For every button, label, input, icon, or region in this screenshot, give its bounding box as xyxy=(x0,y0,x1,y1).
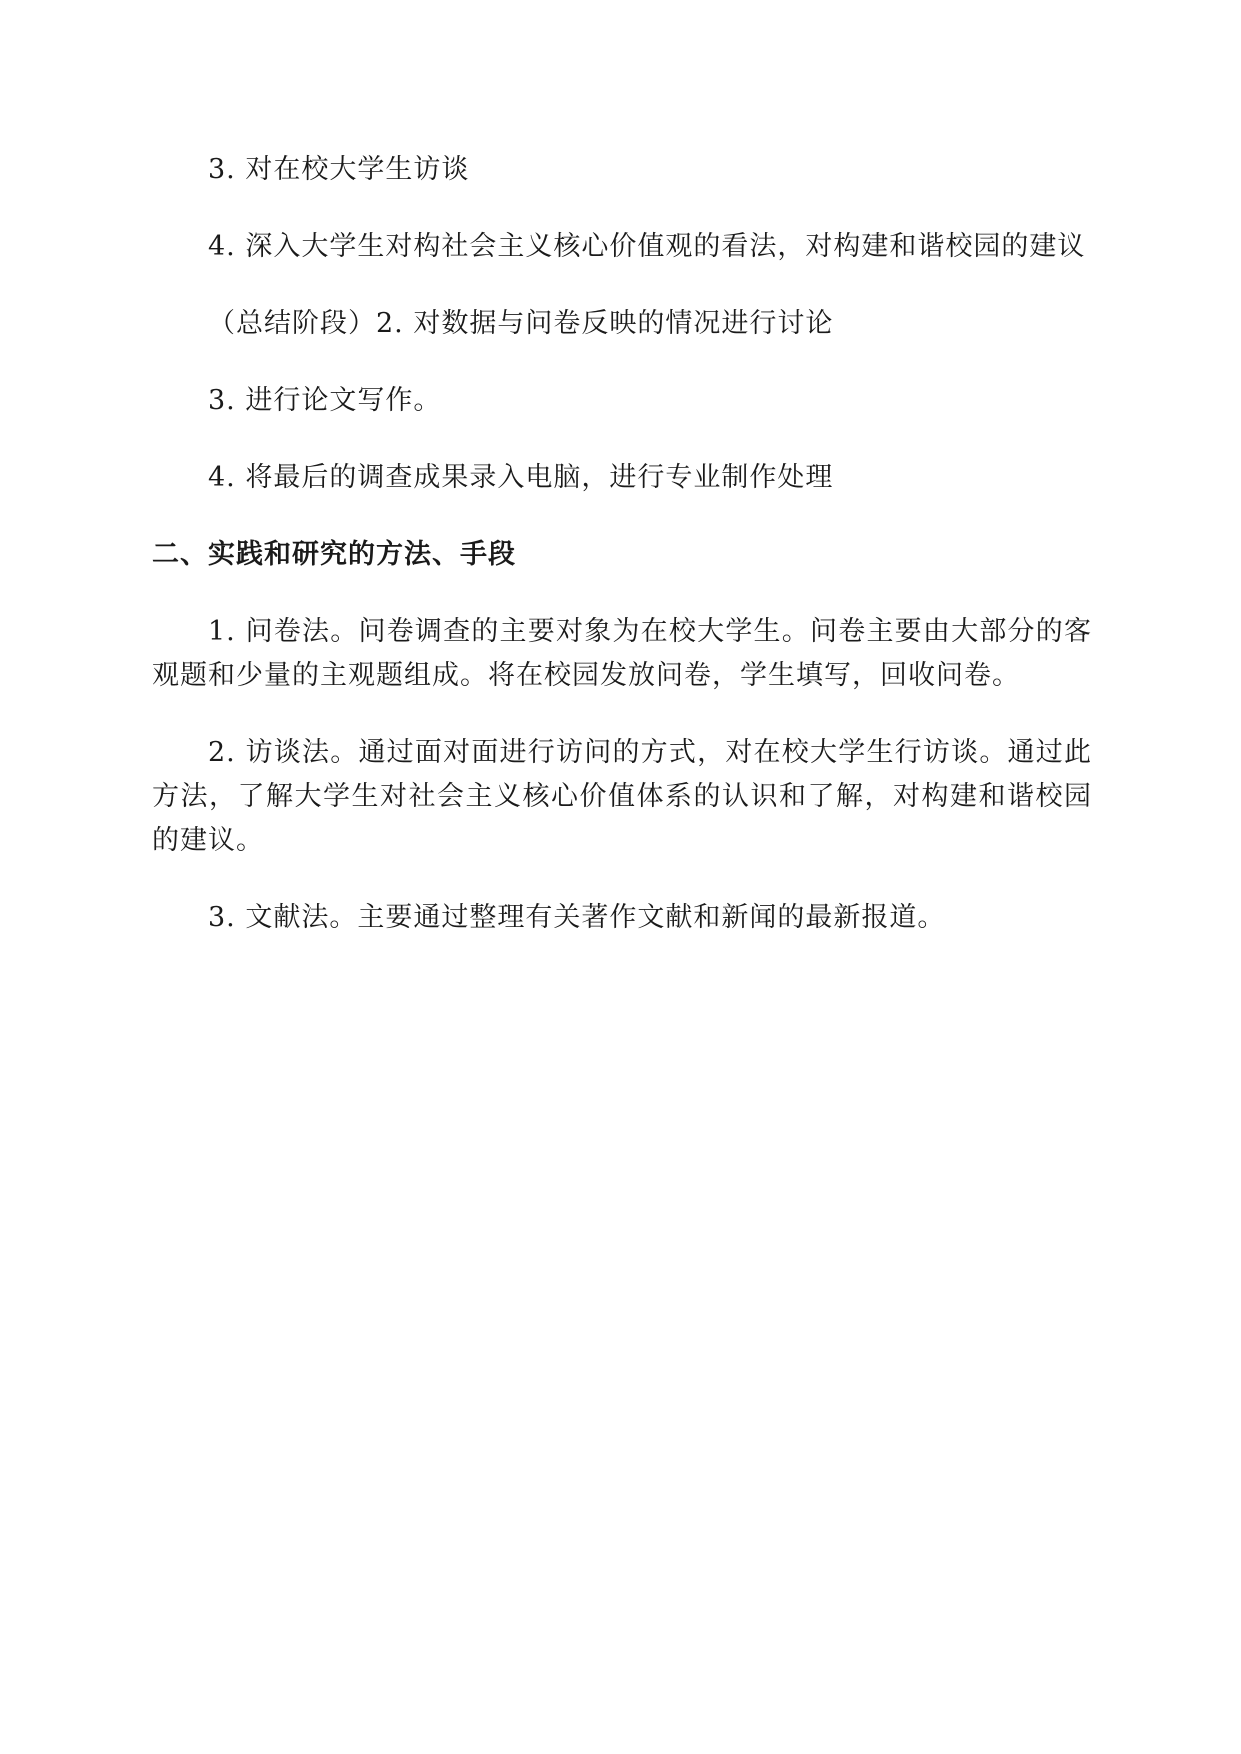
paragraph-deep-views: 4. 深入大学生对构社会主义核心价值观的看法，对构建和谐校园的建议 xyxy=(208,231,1086,262)
paragraph-summary-discussion: （总结阶段）2. 对数据与问卷反映的情况进行讨论 xyxy=(208,308,834,339)
paragraph-literature-method: 3. 文献法。主要通过整理有关著作文献和新闻的最新报道。 xyxy=(208,902,946,933)
paragraph-interview-students: 3. 对在校大学生访谈 xyxy=(208,154,470,185)
section-heading-methods: 二、实践和研究的方法、手段 xyxy=(152,539,516,570)
paragraph-computer-entry: 4. 将最后的调查成果录入电脑，进行专业制作处理 xyxy=(208,462,834,493)
paragraph-paper-writing: 3. 进行论文写作。 xyxy=(208,385,442,416)
paragraph-interview-method: 2. 访谈法。通过面对面进行访问的方式，对在校大学生行访谈。通过此方法，了解大学生对社会主义核心价值体系的认识和了解，对构建和谐校园的建议。 xyxy=(152,737,1092,856)
paragraph-questionnaire-method: 1. 问卷法。问卷调查的主要对象为在校大学生。问卷主要由大部分的客观题和少量的主观题组成。将在校园发放问卷，学生填写，回收问卷。 xyxy=(152,616,1092,691)
document-body xyxy=(152,148,1092,973)
